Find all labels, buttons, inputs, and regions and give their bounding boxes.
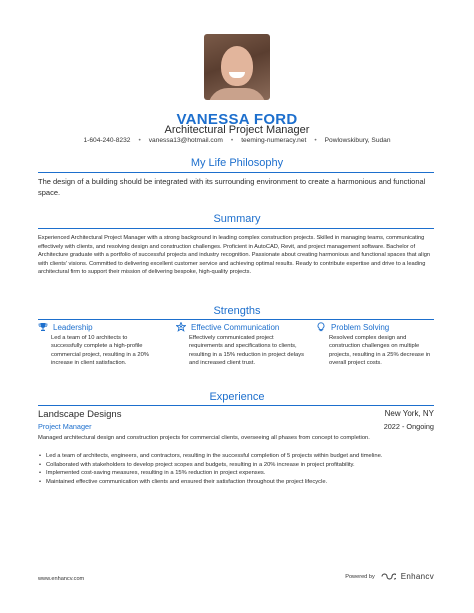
philosophy-heading: My Life Philosophy [190,157,284,169]
powered-by-text: Powered by [345,573,375,580]
separator: • [314,137,317,144]
strength-label: Problem Solving [331,322,390,332]
footer-website-link[interactable]: www.enhancv.com [38,576,85,582]
strengths-rule [38,319,434,320]
photo-shoulders [208,88,266,100]
list-item: • Implemented cost-saving measures, resulting in a 15% reduction in project expenses. [46,469,446,478]
list-item: • Collaborated with stakeholders to develop project scopes and budgets, resulting in a 20% increase in project profitability. [46,461,446,470]
company-name: Landscape Designs [38,409,122,420]
experience-heading: Experience [209,391,265,403]
separator: • [138,137,141,144]
experience-rule [38,405,434,406]
strength-label: Leadership [53,322,93,332]
strength-description: Resolved complex design and construction challenges on multiple projects, resulting in a 25% decrease in overall project costs. [329,335,431,367]
phone-text: 1-604-240-8232 [83,137,131,144]
summary-heading: Summary [213,213,261,225]
enhancv-brand: Enhancv [400,572,434,581]
lightbulb-icon [316,322,326,332]
photo-face [221,46,253,86]
candidate-role: Architectural Project Manager [164,124,310,136]
strength-label: Effective Communication [191,322,280,332]
list-item: • Maintained effective communication with clients and ensured their satisfaction throughout the project lifecycle. [46,478,446,487]
philosophy-text: The design of a building should be integrated with its surrounding environment to create a harmonious and functional space. [38,177,426,197]
position-dates: 2022 - Ongoing [383,422,434,431]
candidate-name: VANESSA FORD [176,111,298,128]
contact-line [0,137,474,144]
email-link[interactable]: vanessa13@hotmail.com [148,137,223,144]
summary-rule [38,228,434,229]
strength-description: Effectively communicated project requirements and specifications to clients, resulting in a 15% reduction in project delays and increased client trust. [189,335,305,367]
experience-bullets [38,452,446,486]
philosophy-rule [38,172,434,173]
star-person-icon [176,322,186,332]
strength-leadership [38,322,158,368]
profile-photo [204,34,270,100]
list-item: • Led a team of architects, engineers, and contractors, resulting in the successful completion of 5 projects within budget and timeline. [46,452,446,461]
location-text: Powlowskibury, Sudan [324,137,391,144]
company-location: New York, NY [384,409,434,418]
strength-problem-solving [316,322,436,368]
trophy-icon [38,322,48,332]
position-title: Project Manager [38,422,92,431]
separator: • [230,137,234,144]
strength-communication [176,322,306,368]
summary-text: Experienced Architectural Project Manager with a strong background in leading complex construction projects. Skilled in managing teams, communicating effectively with clients, and resolving design and construction challenges. Proficient in AutoCAD, Revit, and project management software. Bachelor of Architecture graduate with a portfolio of successful projects and industry recognition. Passionate about creating harmonious and functional spaces that align with clients' visions. Committed to delivering excellent customer service and achieving optimal results. Ready to contribute expertise and drive to a leading architectural firm to support their mission of delivering bespoke, high-quality projects. [38,235,431,276]
experience-summary: Managed architectural design and construction projects for commercial clients, overseeing all phases from concept to completion. [38,435,370,441]
footer-branding [345,572,434,581]
website-link[interactable]: teeming-numeracy.net [241,137,307,144]
enhancv-logo-icon [380,572,396,581]
strengths-heading: Strengths [213,305,261,317]
strength-description: Led a team of 10 architects to successfully complete a high-profile commercial project, resulting in a 20% increase in client satisfaction. [51,335,149,367]
